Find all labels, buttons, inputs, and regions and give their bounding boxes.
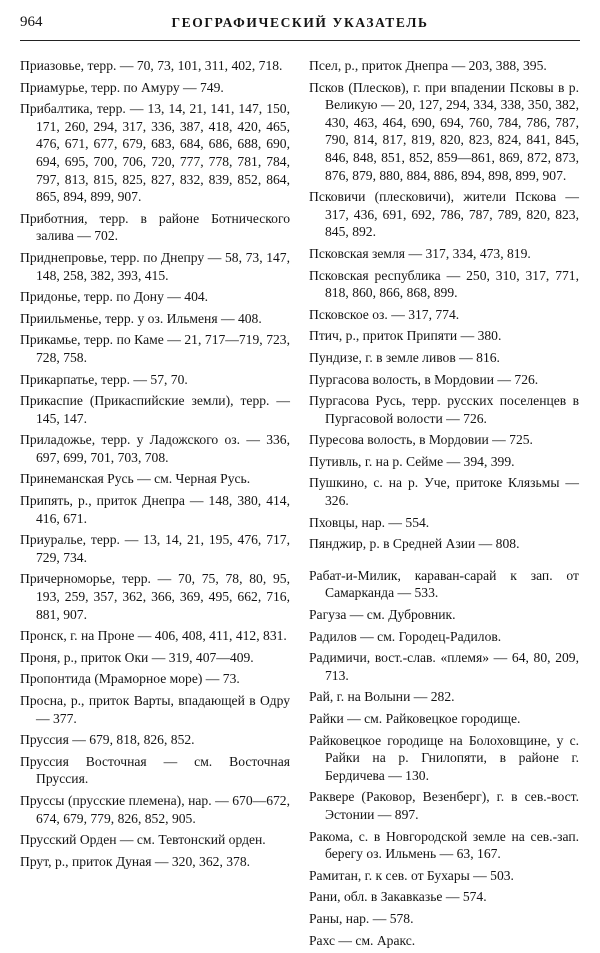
index-column-right [309, 57, 579, 953]
index-entry: Псковская республика — 250, 310, 317, 771, 818, 860, 866, 868, 899. [309, 267, 579, 301]
index-entry: Прикамье, терр. по Каме — 21, 717—719, 723, 728, 758. [20, 332, 290, 365]
header-rule [20, 40, 580, 41]
index-entry: Приильменье, терр. у оз. Ильменя — 408. [20, 310, 262, 326]
running-title: ГЕОГРАФИЧЕСКИЙ УКАЗАТЕЛЬ [171, 15, 429, 30]
index-entry: Прикарпатье, терр. — 57, 70. [20, 371, 188, 387]
index-entry: Приладожье, терр. у Ладожского оз. — 336, 697, 699, 701, 703, 708. [20, 432, 290, 465]
index-entry: Причерноморье, терр. — 70, 75, 78, 80, 95, 193, 259, 357, 362, 366, 369, 495, 662, 716, 881, 907. [20, 571, 290, 622]
index-entry: Райки — см. Райковецкое городище. [309, 711, 521, 726]
index-entry: Пруссия — 679, 818, 826, 852. [20, 732, 195, 748]
index-entry: Приботния, терр. в районе Ботнического залива — 702. [20, 210, 290, 244]
index-entry: Прикаспие (Прикаспийские земли), терр. — 145, 147. [20, 393, 290, 426]
index-entry: Пховцы, нар. — 554. [309, 514, 430, 530]
index-entry: Пронск, г. на Проне — 406, 408, 411, 412, 831. [20, 628, 287, 644]
index-entry: Пянджир, р. в Средней Азии — 808. [309, 536, 520, 552]
index-entry: Псковская земля — 317, 334, 473, 819. [309, 245, 531, 261]
index-entry: Раквере (Раковор, Везенберг), г. в сев.-вост. Эстонии — 897. [309, 789, 579, 822]
index-entry: Птич, р., приток Припяти — 380. [309, 328, 502, 344]
index-entry: Псел, р., приток Днепра — 203, 388, 395. [309, 58, 547, 73]
index-entry: Просна, р., приток Варты, впадающей в Одру — 377. [20, 693, 290, 726]
index-entry: Приднепровье, терр. по Днепру — 58, 73, 147, 148, 258, 382, 393, 415. [20, 249, 290, 283]
index-entry: Приуралье, терр. — 13, 14, 21, 195, 476, 717, 729, 734. [20, 532, 290, 565]
index-entry: Рай, г. на Волыни — 282. [309, 689, 455, 705]
index-entry: Пропонтида (Мраморное море) — 73. [20, 671, 240, 687]
index-entry: Рабат-и-Милик, караван-сарай к зап. от Самарканда — 533. [309, 567, 579, 601]
index-entry: Пундизе, г. в земле ливов — 816. [309, 349, 500, 365]
index-entry: Прусский Орден — см. Тевтонский орден. [20, 832, 266, 848]
index-entry: Пуресова волость, в Мордовии — 725. [309, 432, 533, 448]
index-entry: Райковецкое городище на Болоховщине, у с. Райки на р. Гнилопяти, в районе г. Бердичева — 130. [309, 732, 579, 783]
index-entry: Псковичи (плесковичи), жители Пскова — 317, 436, 691, 692, 786, 787, 789, 820, 823, 845, 892. [309, 189, 579, 240]
index-entry: Пушкино, с. на р. Уче, притоке Клязьмы — 326. [309, 475, 579, 509]
index-entry: Радимичи, вост.-слав. «племя» — 64, 80, 209, 713. [309, 650, 579, 683]
index-entry: Пруссия Восточная — см. Восточная Пруссия. [20, 753, 290, 787]
index-entry: Раны, нар. — 578. [309, 910, 414, 926]
index-entry: Пруссы (прусские племена), нар. — 670—672, 674, 679, 779, 826, 852, 905. [20, 792, 290, 826]
index-entry: Рахс — см. Аракс. [309, 932, 416, 948]
index-entry: Прут, р., приток Дуная — 320, 362, 378. [20, 853, 251, 869]
index-entry: Радилов — см. Городец-Радилов. [309, 628, 502, 644]
index-entry: Пургасова Русь, терр. русских поселенцев в Пургасовой волости — 726. [309, 393, 579, 426]
index-entry: Рамитан, г. к сев. от Бухары — 503. [309, 867, 514, 883]
index-entry: Приамурье, терр. по Амуру — 749. [20, 79, 224, 95]
page-header [20, 14, 580, 36]
index-entry: Придонье, терр. по Дону — 404. [20, 289, 209, 305]
index-entry: Путивль, г. на р. Сейме — 394, 399. [309, 453, 515, 469]
index-entry: Припять, р., приток Днепра — 148, 380, 414, 416, 671. [20, 493, 290, 526]
index-entry: Пургасова волость, в Мордовии — 726. [309, 371, 539, 387]
index-entry: Прибалтика, терр. — 13, 14, 21, 141, 147, 150, 171, 260, 294, 317, 336, 387, 418, 420, 465, 476, 671, 677, 679, 683, 684, 686, 688, 690, 694, 695, 700, 706, 720, 777, 778, 781, 784, 797, 813, 815, 825, 827, 832, 839, 852, 864, 865, 894, 899, 907. [20, 101, 290, 205]
index-entry: Приазовье, терр. — 70, 73, 101, 311, 402, 718. [20, 58, 283, 73]
index-entry: Рагуза — см. Дубровник. [309, 607, 456, 623]
index-entry: Принеманская Русь — см. Черная Русь. [20, 471, 251, 487]
index-entry: Псковское оз. — 317, 774. [309, 306, 460, 322]
index-entry: Псков (Плесков), г. при впадении Псковы в р. Великую — 20, 127, 294, 334, 338, 350, 382, 430, 463, 464, 690, 694, 760, 784, 786, 787, 790, 814, 817, 819, 820, 823, 824, 841, 845, 846, 848, 851, 852, 859—861, 869, 872, 873, 876, 879, 880, 884, 886, 894, 898, 899, 907. [309, 79, 579, 183]
index-entry: Ракома, с. в Новгородской земле на сев.-зап. берегу оз. Ильмень — 63, 167. [309, 828, 579, 862]
index-entry: Рани, обл. в Закавказье — 574. [309, 889, 487, 905]
page-number: 964 [20, 14, 43, 30]
index-entry: Проня, р., приток Оки — 319, 407—409. [20, 649, 254, 665]
index-column-left [20, 57, 290, 874]
